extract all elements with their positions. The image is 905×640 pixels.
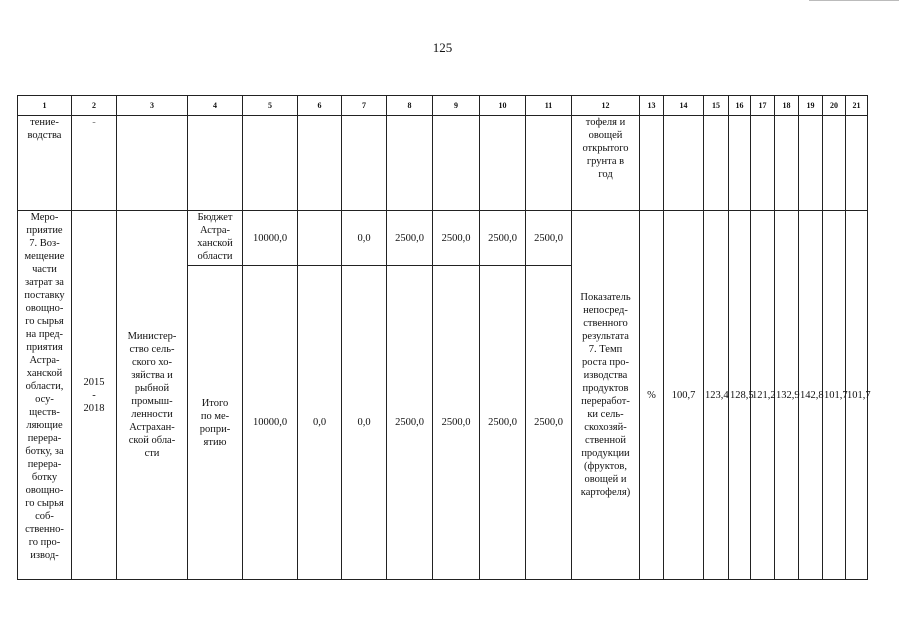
indicator-target: 101,7 — [846, 211, 868, 580]
column-number: 10 — [480, 96, 526, 116]
empty-cell — [823, 116, 846, 211]
column-number: 9 — [433, 96, 480, 116]
funding-2015 — [298, 211, 342, 266]
empty-cell — [387, 116, 433, 211]
column-number: 11 — [526, 96, 572, 116]
column-number: 16 — [729, 96, 751, 116]
measure-period: 2015 - 2018 — [72, 211, 117, 580]
empty-cell — [188, 116, 243, 211]
column-number-row — [18, 96, 868, 116]
funding-2016: 0,0 — [342, 211, 387, 266]
column-number: 13 — [640, 96, 664, 116]
continuation-row — [18, 116, 868, 211]
budget-row — [18, 211, 868, 266]
empty-cell — [298, 116, 342, 211]
empty-cell — [117, 116, 188, 211]
column-number: 21 — [846, 96, 868, 116]
funding-2018: 2500,0 — [433, 211, 480, 266]
empty-cell — [640, 116, 664, 211]
empty-cell — [664, 116, 704, 211]
empty-cell — [704, 116, 729, 211]
continued-indicator: тофеля и овощей открытого грунта в год — [572, 116, 640, 211]
funding-2015: 0,0 — [298, 266, 342, 580]
page-number: 125 — [432, 40, 453, 55]
column-number: 6 — [298, 96, 342, 116]
indicator-target: 132,9 — [775, 211, 799, 580]
column-number: 7 — [342, 96, 387, 116]
indicator-target: 121,2 — [751, 211, 775, 580]
funding-2020: 2500,0 — [526, 211, 572, 266]
funding-2019: 2500,0 — [480, 266, 526, 580]
program-table — [17, 95, 871, 580]
column-number: 2 — [72, 96, 117, 116]
column-number: 17 — [751, 96, 775, 116]
indicator-target: 101,7 — [823, 211, 846, 580]
empty-cell — [846, 116, 868, 211]
funding-source: Итого по ме- ропри- ятию — [188, 266, 243, 580]
funding-2019: 2500,0 — [480, 211, 526, 266]
empty-cell — [342, 116, 387, 211]
column-number: 14 — [664, 96, 704, 116]
funding-2016: 0,0 — [342, 266, 387, 580]
empty-cell — [243, 116, 298, 211]
column-number: 18 — [775, 96, 799, 116]
empty-cell — [729, 116, 751, 211]
empty-cell — [775, 116, 799, 211]
column-number: 19 — [799, 96, 823, 116]
continued-measure-name: тение- водства — [18, 116, 72, 211]
funding-2018: 2500,0 — [433, 266, 480, 580]
column-number: 20 — [823, 96, 846, 116]
empty-cell — [526, 116, 572, 211]
indicator-target: 123,4 — [704, 211, 729, 580]
funding-2017: 2500,0 — [387, 266, 433, 580]
column-number: 1 — [18, 96, 72, 116]
indicator-target: 142,8 — [799, 211, 823, 580]
column-number: 15 — [704, 96, 729, 116]
scan-mark — [809, 0, 899, 4]
column-number: 3 — [117, 96, 188, 116]
indicator-target: 128,5 — [729, 211, 751, 580]
indicator-unit: % — [640, 211, 664, 580]
measure-name: Меро- приятие 7. Воз- мещение части затрат за поставку овощно- го сырья на пред- приятия Астра- ханской области, осу- ществ- ляющие перера- ботку, за перера- ботку овощно- го сырья соб- ственно- го про- извод- — [18, 211, 72, 580]
continued-dash: - — [72, 116, 117, 211]
empty-cell — [799, 116, 823, 211]
indicator-base-value: 100,7 — [664, 211, 704, 580]
empty-cell — [480, 116, 526, 211]
funding-2020: 2500,0 — [526, 266, 572, 580]
column-number: 5 — [243, 96, 298, 116]
indicator-name: Показатель непосред- ственного результата 7. Темп роста про- изводства продуктов переработ- ки сель- скохозяй- ственной продукции (фруктов, овощей и картофеля) — [572, 211, 640, 580]
column-number: 4 — [188, 96, 243, 116]
funding-source: Бюджет Астра- ханской области — [188, 211, 243, 266]
empty-cell — [433, 116, 480, 211]
empty-cell — [751, 116, 775, 211]
column-number: 12 — [572, 96, 640, 116]
measure-executor: Министер- ство сель- ского хо- зяйства и рыбной промыш- ленности Астрахан- ской обла- сти — [117, 211, 188, 580]
funding-total: 10000,0 — [243, 211, 298, 266]
column-number: 8 — [387, 96, 433, 116]
funding-2017: 2500,0 — [387, 211, 433, 266]
funding-total: 10000,0 — [243, 266, 298, 580]
